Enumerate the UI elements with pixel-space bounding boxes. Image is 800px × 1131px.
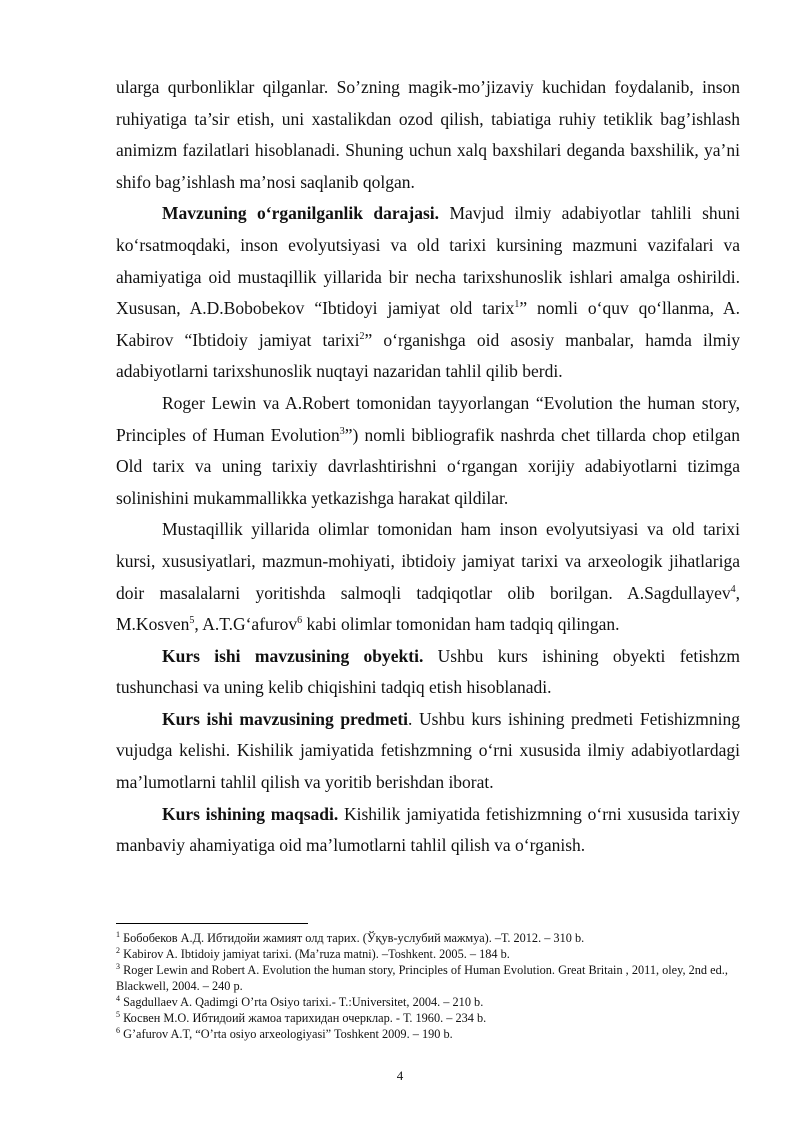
footnote-ref[interactable]: 6 xyxy=(297,615,303,627)
footnote-number: 3 xyxy=(116,962,120,971)
paragraph-text: Roger Lewin va A.Robert tomonidan tayyorlangan “Evolution the human story, Principles of Human Evolution xyxy=(116,392,740,445)
paragraph-text: ularga qurbonliklar qilganlar. So’zning magik-mo’jizaviy kuchidan foydalanib, inson ruhiyatiga ta’sir etish, uni xastalikdan ozod qilish, tabiatiga ruhiy tetiklik bag’ishlash animizm fazilatlari hisoblanadi. Shuning uchun xalq baxshilari deganda baxshilik, ya’ni shifo bag’ishlash ma’nosi saqlanib qolgan. xyxy=(116,77,740,192)
footnote xyxy=(116,1010,740,1026)
footnote-ref[interactable]: 1 xyxy=(514,299,520,311)
paragraph-goal xyxy=(116,799,740,862)
footnote-text: Бобобеков А.Д. Ибтидойи жамият олд тарих. (Ўқув-услубий мажмуа). –Т. 2012. – 310 b. xyxy=(120,931,585,945)
paragraph-intro xyxy=(116,72,740,198)
footnote-text: Sagdullaev A. Qadimgi O’rta Osiyo tarixi.- T.:Universitet, 2004. – 210 b. xyxy=(120,995,484,1009)
footnote xyxy=(116,946,740,962)
paragraph-object xyxy=(116,641,740,704)
footnotes xyxy=(116,930,740,1042)
paragraph-text: , M.Kosven xyxy=(116,582,740,635)
paragraph-subject xyxy=(116,704,740,799)
footnote-ref[interactable]: 2 xyxy=(359,330,365,342)
paragraph-text: Mavjud ilmiy adabiyotlar tahlili shuni ko‘rsatmoqdaki, inson evolyutsiyasi va old tarixi kursining mazmuni vazifalari va ahamiyatiga oid mustaqillik yillarida bir necha tarixshunoslik ishlari amalga oshirildi. Xususan, A.D.Bobobekov “Ibtidoyi jamiyat old tarix xyxy=(116,203,740,319)
footnote-ref[interactable]: 4 xyxy=(730,583,736,595)
paragraph-text: ” o‘rganishga oid asosiy manbalar, hamda ilmiy adabiyotlarni tarixshunoslik nuqtayi nazaridan tahlil qilib berdi. xyxy=(116,329,740,382)
footnote xyxy=(116,994,740,1010)
paragraph-text: ”) nomli bibliografik nashrda chet tillarda chop etilgan Old tarix va uning tarixiy davrlashtirishni o‘rgangan xorijiy adabiyotlarni tizimga solinishini mukammallikka yetkazishga harakat qildilar. xyxy=(116,424,740,508)
footnote-text: Kabirov A. Ibtidoiy jamiyat tarixi. (Ma’ruza matni). –Toshkent. 2005. – 184 b. xyxy=(120,947,510,961)
paragraph-lewin xyxy=(116,388,740,514)
footnote-text: Косвен М.О. Ибтидоий жамоа тарихидан очерклар. - Т. 1960. – 234 b. xyxy=(120,1011,487,1025)
footnote xyxy=(116,1026,740,1042)
section-heading: Kurs ishi mavzusining obyekti. xyxy=(162,645,424,666)
footnote-text: G’afurov A.T, “O’rta osiyo arxeologiyasi” Toshkent 2009. – 190 b. xyxy=(120,1027,453,1041)
footnote-separator xyxy=(116,923,308,924)
page-number: 4 xyxy=(396,1068,404,1083)
paragraph-text: . Ushbu kurs ishining predmeti Fetishizmning vujudga kelishi. Kishilik jamiyatida fetishzmning o‘rni xususida ilmiy adabiyotlardagi ma’lumotlarni tahlil qilish va yoritib berishdan iborat. xyxy=(116,708,740,793)
body-text xyxy=(116,72,740,862)
paragraph-text: , A.T.G‘afurov xyxy=(194,614,298,635)
footnote-text: Roger Lewin and Robert A. Evolution the human story, Principles of Human Evolution. Great Britain , 2011, oley, 2nd ed., Blackwell, 2004. – 240 p. xyxy=(116,963,728,993)
footnote-number: 5 xyxy=(116,1010,120,1019)
footnote-ref[interactable]: 5 xyxy=(189,615,195,627)
section-heading: Mavzuning o‘rganilganlik darajasi. xyxy=(162,203,440,224)
footnote-number: 1 xyxy=(116,930,120,939)
paragraph-study-level xyxy=(116,198,740,388)
paragraph-text: Mustaqillik yillarida olimlar tomonidan ham inson evolyutsiyasi va old tarixi kursi, xususiyatlari, mazmun-mohiyati, ibtidoiy jamiyat tarixi va arxeologik jihatlariga doir masalalarni yoritishda salmoqli tadqiqotlar olib borilgan. A.Sagdullayev xyxy=(116,519,740,603)
footnote-ref[interactable]: 3 xyxy=(339,425,345,437)
section-heading: Kurs ishining maqsadi. xyxy=(162,803,339,824)
paragraph-independence-years xyxy=(116,514,740,640)
section-heading: Kurs ishi mavzusining predmeti xyxy=(162,708,409,729)
footnote xyxy=(116,930,740,946)
footnote-number: 2 xyxy=(116,946,120,955)
paragraph-text: Ushbu kurs ishining obyekti fetishzm tushunchasi va uning kelib chiqishini tadqiq etish hisoblanadi. xyxy=(116,645,740,698)
paragraph-text: kabi olimlar tomonidan ham tadqiq qilingan. xyxy=(302,614,620,635)
footnote-number: 4 xyxy=(116,994,120,1003)
paragraph-text: Kishilik jamiyatida fetishizmning o‘rni xususida tarixiy manbaviy ahamiyatiga oid ma’lumotlarni tahlil qilish va o‘rganish. xyxy=(116,803,740,856)
paragraph-text: ” nomli o‘quv qo‘llanma, A. Kabirov “Ibtidoiy jamiyat tarixi xyxy=(116,298,740,350)
footnote xyxy=(116,962,740,994)
footnote-number: 6 xyxy=(116,1026,120,1035)
